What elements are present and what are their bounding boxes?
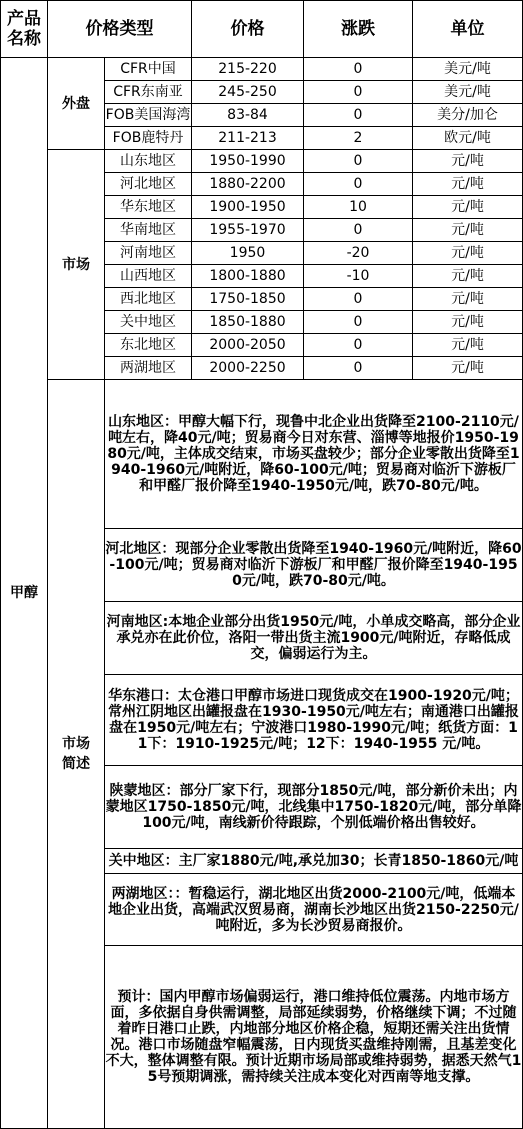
price-change: 0 <box>304 311 413 334</box>
outer-row <box>1 58 523 81</box>
price-type: CFR中国 <box>105 58 192 81</box>
price-type: FOB美国海湾 <box>105 104 192 127</box>
price-unit: 元/吨 <box>413 196 523 219</box>
header-product: 产品名称 <box>1 1 48 58</box>
header-change: 涨跌 <box>304 1 413 58</box>
summary-text <box>105 602 523 675</box>
summary-text <box>105 380 523 529</box>
summary-row <box>1 380 523 529</box>
summary-paragraph: 华东港口：太仓港口甲醇市场进口现货成交在1900-1920元/吨；常州江阴地区出罐报盘在1930-1950元/吨左右；南通港口出罐报盘在1950元/吨左右；宁波港口1980-1990元/吨；纸货方面：11下：1910-1925元/吨；12下：1940-1955 元/吨。 <box>108 688 519 752</box>
price-value: 1950-1990 <box>192 150 304 173</box>
price-unit: 元/吨 <box>413 150 523 173</box>
price-change: 0 <box>304 357 413 380</box>
price-change: -10 <box>304 265 413 288</box>
price-change: 2 <box>304 127 413 150</box>
price-change: 0 <box>304 173 413 196</box>
summary-text <box>105 766 523 849</box>
price-value: 83-84 <box>192 104 304 127</box>
price-value: 1800-1880 <box>192 265 304 288</box>
price-unit: 欧元/吨 <box>413 127 523 150</box>
summary-text <box>105 529 523 602</box>
price-type: 河北地区 <box>105 173 192 196</box>
price-type: 关中地区 <box>105 311 192 334</box>
price-value: 2000-2050 <box>192 334 304 357</box>
summary-paragraph: 山东地区：甲醇大幅下行，现鲁中北企业出货降至2100-2110元/吨左右，降40元/吨；贸易商今日对东营、淄博等地报价1950-1980元/吨，主体成交结束，市场买盘较少；部分企业零散出货降至1940-1960元/吨附近，降60-100元/吨；贸易商对临沂下游板厂和甲醛厂报价降至1940-1950元/吨，跌70-80元/吨。 <box>107 414 520 494</box>
summary-paragraph: 关中地区：主厂家1880元/吨,承兑加30；长青1850-1860元/吨 <box>108 853 519 869</box>
price-unit: 美元/吨 <box>413 58 523 81</box>
summary-paragraph: 河北地区：现部分企业零散出货降至1940-1960元/吨附近，降60-100元/吨；贸易商对临沂下游板厂和甲醛厂报价降至1940-1950元/吨，跌70-80元/吨。 <box>105 541 522 589</box>
price-value: 1880-2200 <box>192 173 304 196</box>
price-type: 华南地区 <box>105 219 192 242</box>
group-summary-label: 市场简述 <box>61 736 90 772</box>
summary-text <box>105 849 523 874</box>
summary-paragraph: 陕蒙地区：部分厂家下行，现部分1850元/吨，部分新价未出；内蒙地区1750-1850元/吨，北线集中1750-1820元/吨，部分单降100元/吨，南线新价待跟踪，个别低端价格出售较好。 <box>105 783 522 831</box>
price-value: 1750-1850 <box>192 288 304 311</box>
price-change: 0 <box>304 104 413 127</box>
price-unit: 元/吨 <box>413 311 523 334</box>
header-unit: 单位 <box>413 1 523 58</box>
price-unit: 美分/加仑 <box>413 104 523 127</box>
header-row <box>1 1 523 58</box>
summary-paragraph: 两湖地区：：暂稳运行，湖北地区出货2000-2100元/吨，低端本地企业出货，高端武汉贸易商，湖南长沙地区出货2150-2250元/吨附近，多为长沙贸易商报价。 <box>108 885 519 934</box>
summary-text <box>105 946 523 1129</box>
price-unit: 元/吨 <box>413 357 523 380</box>
price-unit: 元/吨 <box>413 288 523 311</box>
group-market: 市场 <box>48 150 105 380</box>
price-type: 两湖地区 <box>105 357 192 380</box>
price-value: 1955-1970 <box>192 219 304 242</box>
price-change: 0 <box>304 58 413 81</box>
price-type: 东北地区 <box>105 334 192 357</box>
product-name: 甲醇 <box>1 58 48 1129</box>
price-unit: 元/吨 <box>413 173 523 196</box>
price-unit: 元/吨 <box>413 242 523 265</box>
price-type: 山西地区 <box>105 265 192 288</box>
price-value: 1900-1950 <box>192 196 304 219</box>
price-type: 山东地区 <box>105 150 192 173</box>
price-type: FOB鹿特丹 <box>105 127 192 150</box>
price-unit: 元/吨 <box>413 219 523 242</box>
price-unit: 美元/吨 <box>413 81 523 104</box>
price-change: 0 <box>304 150 413 173</box>
price-type: 西北地区 <box>105 288 192 311</box>
summary-text <box>105 675 523 766</box>
group-summary <box>48 380 105 1129</box>
header-price: 价格 <box>192 1 304 58</box>
price-type: 河南地区 <box>105 242 192 265</box>
price-value: 2000-2250 <box>192 357 304 380</box>
price-change: 0 <box>304 288 413 311</box>
group-outer: 外盘 <box>48 58 105 150</box>
price-value: 1850-1880 <box>192 311 304 334</box>
price-type: CFR东南亚 <box>105 81 192 104</box>
price-value: 211-213 <box>192 127 304 150</box>
header-type: 价格类型 <box>48 1 192 58</box>
price-change: 0 <box>304 334 413 357</box>
price-change: 0 <box>304 81 413 104</box>
price-value: 215-220 <box>192 58 304 81</box>
price-type: 华东地区 <box>105 196 192 219</box>
price-change: 10 <box>304 196 413 219</box>
summary-text <box>105 874 523 946</box>
price-value: 1950 <box>192 242 304 265</box>
summary-paragraph: 河南地区:本地企业部分出货1950元/吨，小单成交略高，部分企业承兑亦在此价位，洛阳一带出货主流1900元/吨附近，存略低成交，偏弱运行为主。 <box>106 614 521 662</box>
price-unit: 元/吨 <box>413 334 523 357</box>
summary-paragraph: 预计：国内甲醇市场偏弱运行，港口维持低位震荡。内地市场方面，多依据自身供需调整，局部延续弱势，价格继续下调；不过随着昨日港口止跌，内地部分地区价格企稳，短期还需关注出货情况。港口市场随盘窄幅震荡，日内现货买盘维持刚需，且基差变化不大，整体调整有限。预计近期市场局部或维持弱势，据悉天然气15号预期调涨，需持续关注成本变化对西南等地支撑。 <box>105 989 522 1085</box>
price-change: -20 <box>304 242 413 265</box>
price-change: 0 <box>304 219 413 242</box>
price-unit: 元/吨 <box>413 265 523 288</box>
price-value: 245-250 <box>192 81 304 104</box>
market-row <box>1 150 523 173</box>
